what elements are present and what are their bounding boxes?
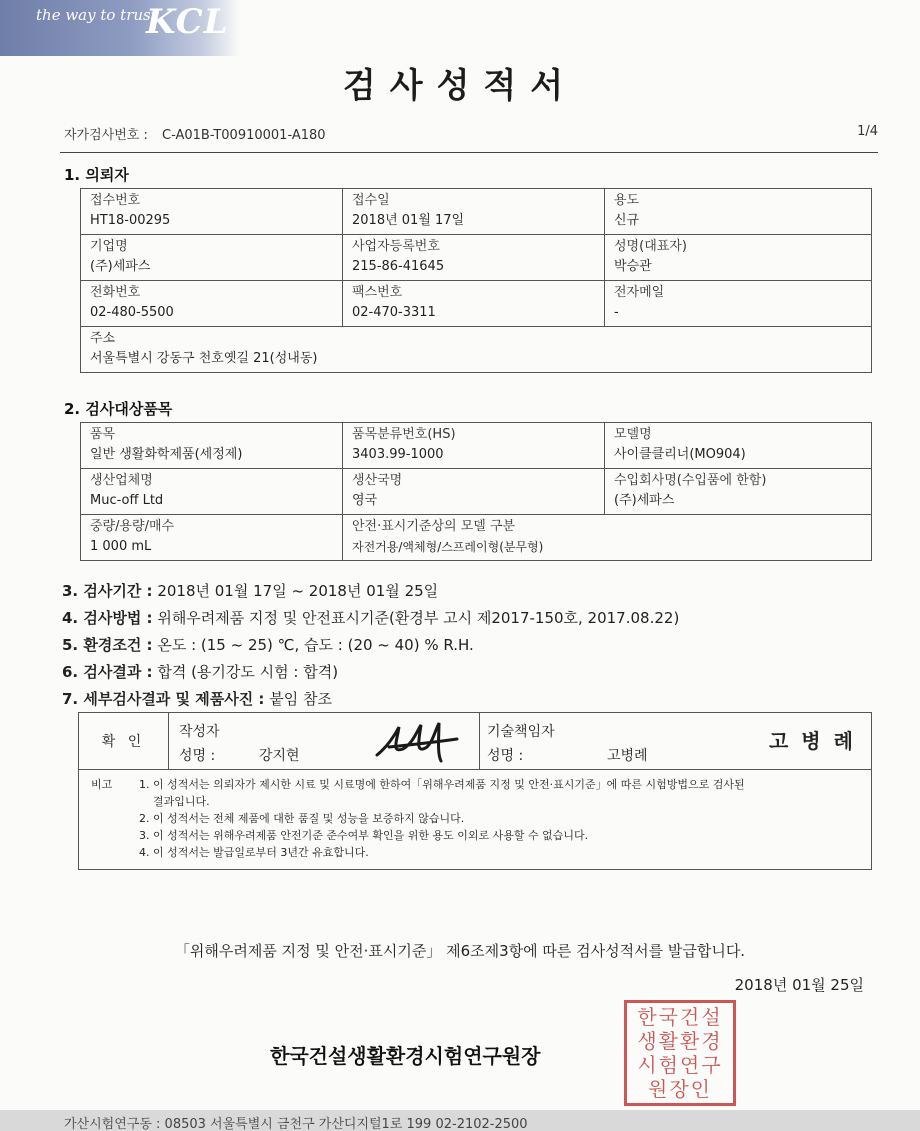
issue-statement: 「위해우려제품 지정 및 안전·표시기준」 제6조제3항에 따른 검사성적서를 발급합니다. [174, 942, 746, 960]
footer-address: 가산시험연구동 : 08503 서울특별시 금천구 가산디지털1로 199 02-2102-2500 [0, 1110, 920, 1131]
model-class: 자전거용/액체형/스프레이형(분무형) [352, 540, 544, 554]
model-label: 모델명 [614, 427, 652, 442]
official-seal [624, 1000, 736, 1106]
result: 합격 (용기강도 시험 : 합격) [157, 663, 339, 681]
kcl-logo: KCL [146, 2, 229, 42]
phone-label: 전화번호 [90, 285, 141, 300]
model: 사이클클리너(MO904) [614, 447, 746, 462]
hs: 3403.99-1000 [352, 447, 444, 462]
email: - [614, 305, 619, 320]
period-label: 3. 검사기간 : [62, 582, 153, 600]
method-line [62, 607, 679, 628]
hs-label: 품목분류번호(HS) [352, 427, 456, 442]
document-title: 검사성적서 [342, 66, 578, 106]
remarks-list [139, 776, 859, 861]
receipt-date: 2018년 01월 17일 [352, 213, 465, 228]
issue-date: 2018년 01월 25일 [734, 976, 864, 994]
page-number: 1/4 [857, 124, 878, 139]
remark-item: 1. 이 성적서는 의뢰자가 제시한 시료 및 시료명에 한하여「위해우려제품 지정 및 안전·표시기준」에 따른 시험방법으로 검사된 [139, 778, 745, 791]
volume: 1 000 mL [90, 539, 152, 554]
country: 영국 [352, 493, 378, 508]
item-label: 품목 [90, 427, 116, 442]
volume-label: 중량/용량/매수 [90, 519, 175, 534]
model-class-label: 안전·표시기준상의 모델 구분 [352, 519, 516, 534]
item: 일반 생활화학제품(세정제) [90, 447, 243, 462]
tech-name: 고병례 [607, 748, 648, 764]
report-no: C-A01B-T00910001-A180 [162, 128, 326, 143]
item-table [80, 422, 872, 561]
receipt-no: HT18-00295 [90, 213, 171, 228]
issuing-org: 한국건설생활환경시험연구원장 [270, 1044, 541, 1068]
approval-divider [479, 713, 480, 769]
address: 서울특별시 강동구 천호옛길 21(성내동) [90, 351, 318, 366]
company-label: 기업명 [90, 239, 128, 254]
period: 2018년 01월 17일 ~ 2018년 01월 25일 [157, 582, 439, 600]
result-label: 6. 검사결과 : [62, 663, 153, 681]
report-no-label: 자가검사번호 : [64, 128, 148, 143]
period-line [62, 580, 438, 601]
purpose: 신규 [614, 213, 640, 228]
method-label: 4. 검사방법 : [62, 609, 153, 627]
address-label: 주소 [90, 331, 116, 346]
biz-no: 215-86-41645 [352, 259, 445, 274]
writer-label: 작성자 [179, 724, 220, 740]
phone: 02-480-5500 [90, 305, 174, 320]
kcl-banner [0, 0, 240, 56]
detail-label: 7. 세부검사결과 및 제품사진 : [62, 690, 265, 708]
importer-label: 수입회사명(수입품에 한함) [614, 473, 767, 488]
fax-label: 팩스번호 [352, 285, 403, 300]
company: (주)세파스 [90, 259, 151, 274]
biz-no-label: 사업자등록번호 [352, 239, 440, 254]
remark-item: 2. 이 성적서는 전체 제품에 대한 품질 및 성능을 보증하지 않습니다. [139, 812, 465, 825]
receipt-no-label: 접수번호 [90, 193, 141, 208]
result-line [62, 661, 338, 682]
remarks-box [78, 770, 872, 870]
tech-signature: 고 병 례 [769, 729, 856, 753]
receipt-date-label: 접수일 [352, 193, 390, 208]
country-label: 생산국명 [352, 473, 403, 488]
rep-label: 성명(대표자) [614, 239, 687, 254]
purpose-label: 용도 [614, 193, 640, 208]
env: 온도 : (15 ~ 25) ℃, 습도 : (20 ~ 40) % R.H. [157, 636, 474, 654]
writer-name-label: 성명 : [179, 748, 216, 764]
requester-table [80, 188, 872, 373]
env-line [62, 634, 474, 655]
tech-label: 기술책임자 [487, 724, 555, 740]
approval-box [78, 712, 872, 770]
importer: (주)세파스 [614, 493, 675, 508]
fax: 02-470-3311 [352, 305, 436, 320]
tagline: the way to trust [36, 6, 157, 24]
remark-item: 결과입니다. [153, 795, 210, 808]
email-label: 전자메일 [614, 285, 665, 300]
tech-name-label: 성명 : [487, 748, 524, 764]
remarks-label: 비고 [91, 778, 113, 791]
env-label: 5. 환경조건 : [62, 636, 153, 654]
section-item-heading: 2. 검사대상품목 [64, 400, 173, 418]
maker: Muc-off Ltd [90, 493, 164, 508]
report-meta [64, 124, 878, 143]
remark-item: 4. 이 성적서는 발급일로부터 3년간 유효합니다. [139, 846, 369, 859]
remark-item: 3. 이 성적서는 위해우려제품 안전기준 준수여부 확인을 위한 용도 이외로 사용할 수 없습니다. [139, 829, 589, 842]
seal-text: 한국건설생활환경시험연구원장인 [637, 1005, 723, 1101]
section-requester-heading: 1. 의뢰자 [64, 166, 129, 184]
maker-label: 생산업체명 [90, 473, 153, 488]
method: 위해우려제품 지정 및 안전표시기준(환경부 고시 제2017-150호, 2017.08.22) [157, 609, 680, 627]
confirm-label: 확 인 [79, 713, 169, 769]
detail-line [62, 688, 332, 709]
writer-name: 강지현 [259, 748, 300, 764]
rep: 박승관 [614, 259, 652, 274]
writer-signature [369, 717, 469, 767]
header-rule [60, 152, 878, 153]
detail: 붙임 참조 [269, 690, 332, 708]
